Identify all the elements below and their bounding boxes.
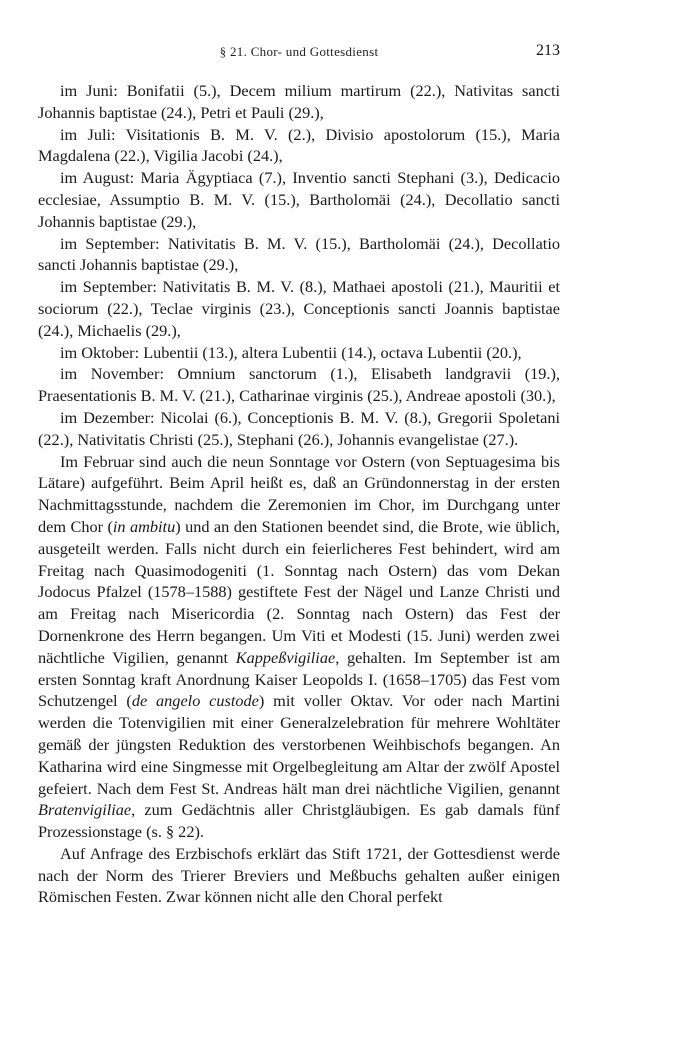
latin-term: Kappeßvigiliae [235,647,336,667]
page-header [38,42,560,66]
calendar-entry-september-2: im September: Nativitatis B. M. V. (8.), Mathaei apostoli (21.), Mauritii et sociorum (22.), Teclae virginis (23.), Conceptionis sancti Joannis baptistae (24.), Michaelis (29.), [38,277,560,340]
text-run: , gehalten. Im September ist am ersten Sonntag kraft Anordnung Kaiser Leopolds I. (1658–1705) das Fest vom Schutzengel ( [38,647,561,711]
running-head: § 21. Chor- und Gottesdienst [219,44,379,59]
text-run: ) mit voller Oktav. Vor oder nach Martini werden die Totenvigilien mit einer Generalzelebration für mehrere Wohltäter gemäß der jüngsten Reduktion des verstorbenen Weihbischofs begangen. An Katharina wird eine Singmesse mit Orgelbegleitung am Altar der zwölf Apostel gefeiert. Nach dem Fest St. Andreas hält man drei nächtliche Vigilien, genannt [38,691,561,798]
calendar-entry-july: im Juli: Visitationis B. M. V. (2.), Divisio apostolorum (15.), Maria Magdalena (22.), Vigilia Jacobi (24.), [38,124,560,166]
page-number: 213 [536,42,560,59]
calendar-entry-june: im Juni: Bonifatii (5.), Decem milium martirum (22.), Nativitas sancti Johannis baptistae (24.), Petri et Pauli (29.), [38,81,560,122]
paragraph-feasts [38,451,560,843]
paragraph-archbishop: Auf Anfrage des Erzbischofs erklärt das Stift 1721, der Gottesdienst werde nach der Norm des Trierer Breviers und Meßbuchs gehalten außer einigen Römischen Festen. Zwar können nicht alle den Choral perfekt [38,843,560,907]
text-run: Im Februar sind auch die neun Sonntage vor Ostern (von Septuagesima bis Lätare) aufgeführt. Beim April heißt es, daß an Gründonnerstag in der ersten Nachmittagsstunde, nachdem die Zeremonien im Chor, im Durchgang unter dem Chor ( [38,451,560,536]
latin-term: Bratenvigiliae [38,800,132,820]
latin-term: de angelo custode [131,691,259,711]
calendar-entry-august: im August: Maria Ägyptiaca (7.), Inventio sancti Stephani (3.), Dedicacio ecclesiae, Assumptio B. M. V. (15.), Bartholomäi (24.), Decollatio sancti Johannis baptistae (29.), [38,168,560,231]
calendar-entry-october: im Oktober: Lubentii (13.), altera Lubentii (14.), octava Lubentii (20.), [60,342,522,362]
body-text [38,80,560,908]
latin-term: in ambitu [112,516,176,536]
calendar-entry-december: im Dezember: Nicolai (6.), Conceptionis B. M. V. (8.), Gregorii Spoletani (22.), Nativitatis Christi (25.), Stephani (26.), Johannis evangelistae (27.). [38,407,560,449]
calendar-entry-november: im November: Omnium sanctorum (1.), Elisabeth landgravii (19.), Praesentationis B. M. V. (21.), Catharinae virginis (25.), Andreae apostoli (30.), [38,364,560,406]
text-run: , zum Gedächtnis aller Christgläubigen. Es gab damals fünf Prozessionstage (s. § 22). [38,800,560,842]
calendar-entry-september-1: im September: Nativitatis B. M. V. (15.), Bartholomäi (24.), Decollatio sancti Johannis baptistae (29.), [38,233,560,275]
text-run: ) und an den Stationen beendet sind, die Brote, wie üblich, ausgeteilt werden. Falls nicht durch ein feierlicheres Fest behindert, wird am Freitag nach Quasimodogeniti (1. Sonntag nach Ostern) das vom Dekan Jodocus Pfalzel (1578–1588) gestiftete Fest der Nägel und Lanze Christi und am Freitag nach Misericordia (2. Sonntag nach Ostern) das Fest der Dornenkrone des Herrn begangen. Um Viti et Modesti (15. Juni) werden zwei nächtliche Vigilien, genannt [38,516,560,667]
